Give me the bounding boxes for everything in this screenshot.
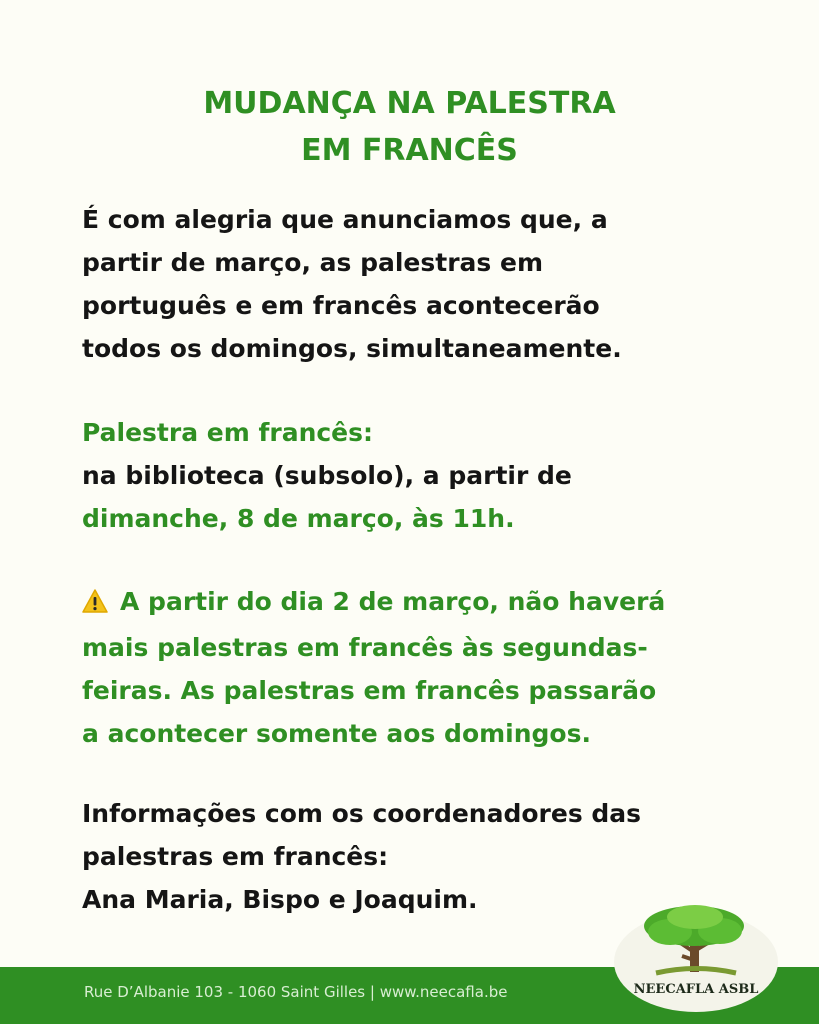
contact-line: Informações com os coordenadores das (82, 799, 642, 828)
french-talk-heading: Palestra em francês: (82, 418, 374, 447)
footer-address: Rue D’Albanie 103 - 1060 Saint Gilles | www.neecafla.be (84, 983, 508, 1001)
warning-line-1 (82, 580, 742, 626)
logo-text: NEECAFLA ASBL (633, 982, 759, 997)
contact-line: Ana Maria, Bispo e Joaquim. (82, 885, 478, 914)
warning-line: mais palestras em francês às segundas- (82, 633, 648, 662)
warning-line: feiras. As palestras em francês passarão (82, 676, 657, 705)
title-line-1: MUDANÇA NA PALESTRA (203, 86, 616, 121)
intro-line: português e em francês acontecerão (82, 291, 600, 320)
intro-line: partir de março, as palestras em (82, 248, 544, 277)
warning-line: a acontecer somente aos domingos. (82, 719, 591, 748)
french-talk-location: na biblioteca (subsolo), a partir de (82, 461, 572, 490)
warning-section (82, 580, 742, 755)
french-talk-date: dimanche, 8 de março, às 11h. (82, 504, 515, 533)
french-talk-section (82, 411, 742, 540)
warning-text: A partir do dia 2 de março, não haverá (120, 587, 666, 616)
intro-line: todos os domingos, simultaneamente. (82, 334, 622, 363)
contact-line: palestras em francês: (82, 842, 389, 871)
warning-icon (82, 583, 112, 626)
page-title (0, 80, 819, 174)
intro-paragraph (82, 198, 742, 370)
neecafla-logo (612, 900, 780, 1014)
title-line-2: EM FRANCÊS (301, 133, 518, 168)
intro-line: É com alegria que anunciamos que, a (82, 205, 608, 234)
